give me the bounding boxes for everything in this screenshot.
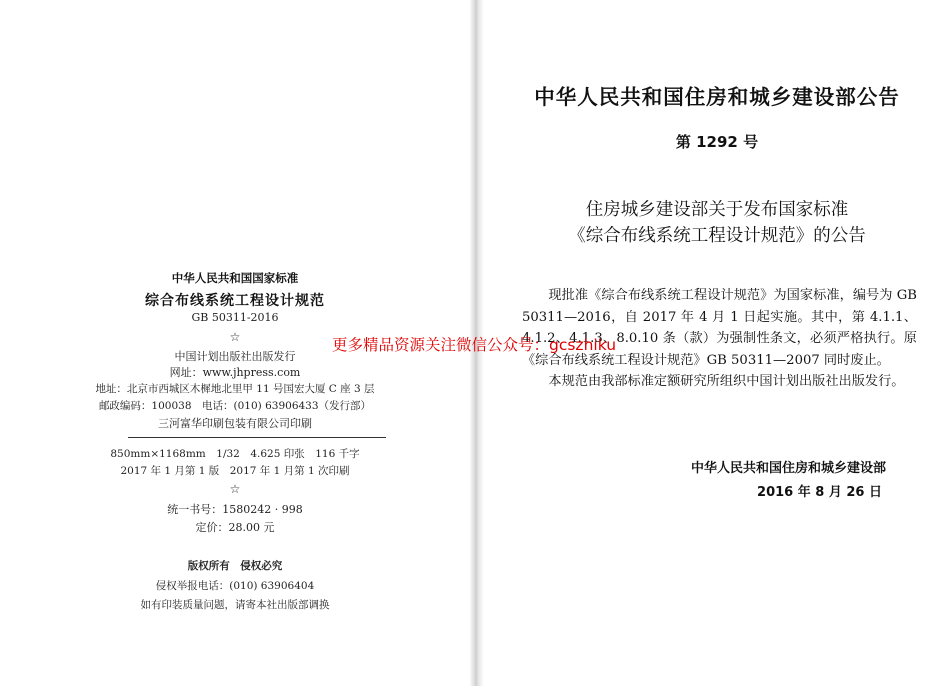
star-icon: ☆ — [229, 482, 241, 496]
website: 网址：www.jhpress.com — [169, 366, 301, 379]
publisher: 中国计划出版社出版发行 — [174, 350, 296, 363]
issuer-signature: 中华人民共和国住房和城乡建设部 — [690, 461, 886, 476]
divider — [128, 437, 386, 438]
issue-date: 2016 年 8 月 26 日 — [757, 485, 882, 500]
announcement-number: 第 1292 号 — [675, 133, 759, 151]
standard-series: 中华人民共和国国家标准 — [171, 271, 299, 285]
announcement-title: 中华人民共和国住房和城乡建设部公告 — [534, 85, 900, 109]
standard-title: 综合布线系统工程设计规范 — [145, 293, 325, 309]
body-paragraph: 本规范由我部标准定额研究所组织中国计划出版社出版发行。 — [548, 374, 905, 389]
edition-info: 2017 年 1 月第 1 版 2017 年 1 月第 1 次印刷 — [120, 465, 350, 477]
standard-code: GB 50311-2016 — [191, 311, 279, 324]
infringement-report: 侵权举报电话：(010) 63906404 — [155, 580, 315, 592]
announcement-subtitle-2: 《综合布线系统工程设计规范》的公告 — [568, 226, 866, 246]
isbn: 统一书号：1580242 · 998 — [167, 503, 303, 516]
star-icon: ☆ — [229, 330, 241, 344]
price: 定价：28.00 元 — [195, 521, 275, 534]
address: 地址：北京市西城区木樨地北里甲 11 号国宏大厦 C 座 3 层 — [95, 383, 375, 395]
watermark-text: 更多精品资源关注微信公众号：gcszhiku — [332, 336, 617, 354]
body-paragraph: 现批准《综合布线系统工程设计规范》为国家标准，编号为 GB 50311—2016，自 2017 年 4 月 1 日起实施。其中，第 4.1.1、4.1.2、4.1.3、8.0.10 条（款）为强制性条文，必须严格执行。原《综合布线系统工程设计规范》GB 50311—2007 同时废止。 — [522, 288, 917, 368]
quality-notice: 如有印装质量问题，请寄本社出版部调换 — [140, 599, 330, 611]
announcement-subtitle-1: 住房城乡建设部关于发布国家标准 — [585, 200, 849, 220]
book-specs: 850mm×1168mm 1/32 4.625 印张 116 千字 — [110, 448, 360, 460]
printer: 三河富华印刷包装有限公司印刷 — [158, 417, 312, 430]
postal-phone: 邮政编码：100038 电话：(010) 63906433（发行部） — [98, 400, 372, 412]
copyright: 版权所有 侵权必究 — [187, 560, 283, 572]
